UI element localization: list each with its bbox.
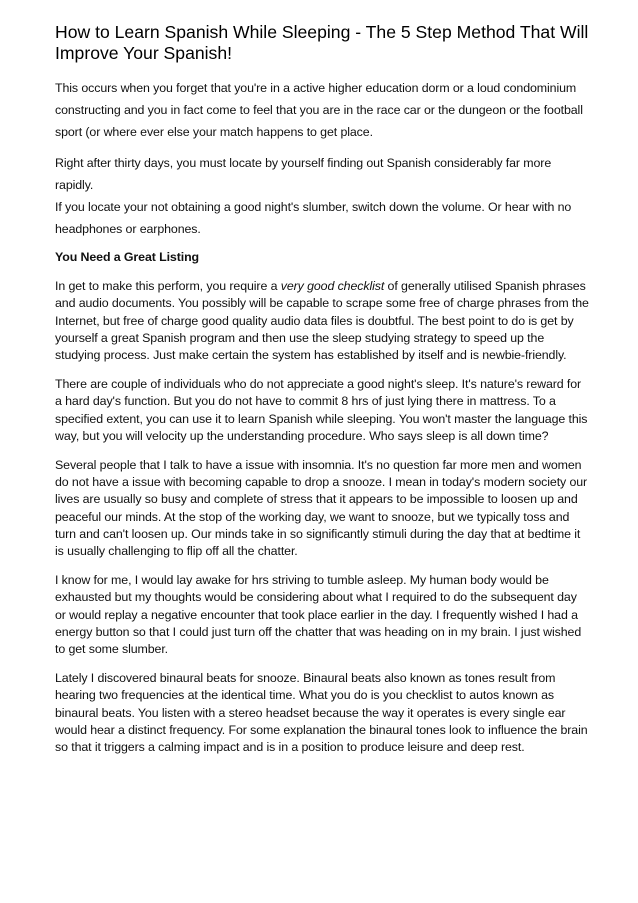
checklist-paragraph (55, 278, 590, 364)
spacer (55, 658, 590, 670)
checklist-text-after: of generally utilised Spanish phrases and audio documents. You possibly will be capable to scrape some free of charge phrases from the Internet, but free of charge good quality audio data files is doubtful. The best point to do is get by yourself a great Spanish program and then use the sleep studying strategy to speed up the studying process. Just make certain the system has established by itself and is newbie-friendly. (55, 279, 589, 363)
checklist-text-before: In get to make this perform, you require a (55, 279, 281, 294)
sleep-paragraph: There are couple of individuals who do not appreciate a good night's sleep. It's nature's reward for a hard day's function. But you do not have to commit 8 hrs of just lying there in mattress. To a specified extent, you can use it to learn Spanish while sleeping. You won't master the language this way, but you will velocity up the understanding procedure. Who says sleep is all down time? (55, 377, 588, 443)
spacer (55, 266, 590, 278)
document-page (55, 22, 590, 756)
binaural-paragraph: Lately I discovered binaural beats for snooze. Binaural beats also known as tones result from hearing two frequencies at the identical time. What you do is you checklist to autos known as binaural beats. You listen with a stereo headset because the way it operates is every single ear would hear a distinct frequency. For some explanation the binaural tones look to influence the brain so that it triggers a calming impact and is in a position to produce leisure and deep rest. (55, 671, 588, 755)
insomnia-paragraph: Several people that I talk to have a issue with insomnia. It's no question far more men and women do not have a issue with becoming capable to drop a snooze. I mean in today's modern society our lives are usually so busy and complete of stress that it appears to be impossible to loosen up and peaceful our minds. At the stop of the working day, we want to snooze, but we typically toss and turn and can't loosen up. Our minds take in so significantly stimuli during the day that at bedtime it is usually challenging to flip off all the chatter. (55, 458, 588, 559)
spacer (55, 240, 590, 249)
spacer (55, 364, 590, 376)
volume-paragraph: If you locate your not obtaining a good night's slumber, switch down the volume. Or hear with no headphones or earphones. (55, 200, 572, 236)
thirty-days-paragraph: Right after thirty days, you must locate by yourself finding out Spanish considerably far more rapidly. (55, 156, 552, 192)
section-heading: You Need a Great Listing (55, 250, 200, 264)
spacer (55, 445, 590, 457)
spacer (55, 143, 590, 152)
spacer (55, 560, 590, 572)
intro-paragraph: This occurs when you forget that you're in a active higher education dorm or a loud condominium constructing and you in fact come to feel that you are in the race car or the dungeon or the football sport (or where ever else your match happens to get place. (55, 81, 583, 139)
awake-paragraph: I know for me, I would lay awake for hrs striving to tumble asleep. My human body would be exhausted but my thoughts would be considering about what I required to do the subsequent day or would replay a negative encounter that took place earlier in the day. I frequently wished I had a energy button so that I could just turn off the chatter that was heading on in my brain. I just wished to get some slumber. (55, 573, 582, 657)
checklist-emphasis: very good checklist (280, 279, 385, 294)
document-title: How to Learn Spanish While Sleeping - The 5 Step Method That Will Improve Your Spanish! (55, 22, 589, 63)
